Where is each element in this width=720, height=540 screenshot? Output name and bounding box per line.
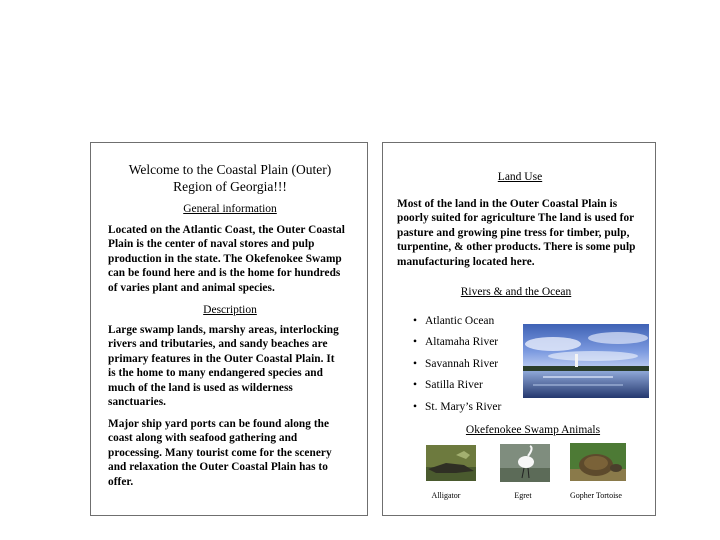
right-panel [382,142,656,516]
page-title-line-2: Region of Georgia!!! [173,179,287,194]
general-information-text: Located on the Atlantic Coast, the Outer Coastal Plain is the center of naval stores and pulp production in the state. The Okefenokee Swamp can be found here and is the home for hundreds of varies plant and animal species. [108,224,345,294]
list-item: • Satilla River [413,379,483,391]
rivers-heading: Rivers & and the Ocean [460,286,572,298]
list-item: • Savannah River [413,358,499,370]
river-name: Altamaha River [425,336,499,348]
left-panel [90,142,368,516]
swamp-animals-heading: Okefenokee Swamp Animals [465,424,601,436]
rivers-list [413,315,533,425]
land-use-heading: Land Use [497,171,543,183]
description-heading: Description [203,304,257,316]
river-name: Satilla River [425,379,483,391]
alligator-caption: Alligator [431,491,461,500]
egret-photo [500,444,550,482]
list-item: • St. Mary’s River [413,401,502,413]
river-name: Atlantic Ocean [425,315,495,327]
river-name: Savannah River [425,358,499,370]
ocean-photo [523,324,649,398]
list-item: • Altamaha River [413,336,499,348]
egret-caption: Egret [514,491,532,500]
page-title-line-1: Welcome to the Coastal Plain (Outer) [128,162,332,177]
general-information-heading: General information [183,203,277,215]
ports-text: Major ship yard ports can be found along the coast along with seafood gathering and processing. Many tourist come for the scenery and relaxation the Outer Coastal Plain has to offer. [108,418,332,488]
land-use-text: Most of the land in the Outer Coastal Plain is poorly suited for agriculture The land is used for pasture and growing pine tress for timber, pulp, turpentine, & other products. There is some pulp manufacturing located here. [397,198,636,268]
list-item: • Atlantic Ocean [413,315,495,327]
page-title [91,161,369,195]
description-text: Large swamp lands, marshy areas, interlocking rivers and tributaries, and sandy beaches are primary features in the Outer Coastal Plain. It is the home to many endangered species and much of the land is used as wilderness sanctuaries. [108,324,339,409]
river-name: St. Mary’s River [425,401,502,413]
alligator-photo [426,445,476,481]
gopher-tortoise-photo [570,443,626,481]
gopher-tortoise-caption: Gopher Tortoise [570,491,622,500]
